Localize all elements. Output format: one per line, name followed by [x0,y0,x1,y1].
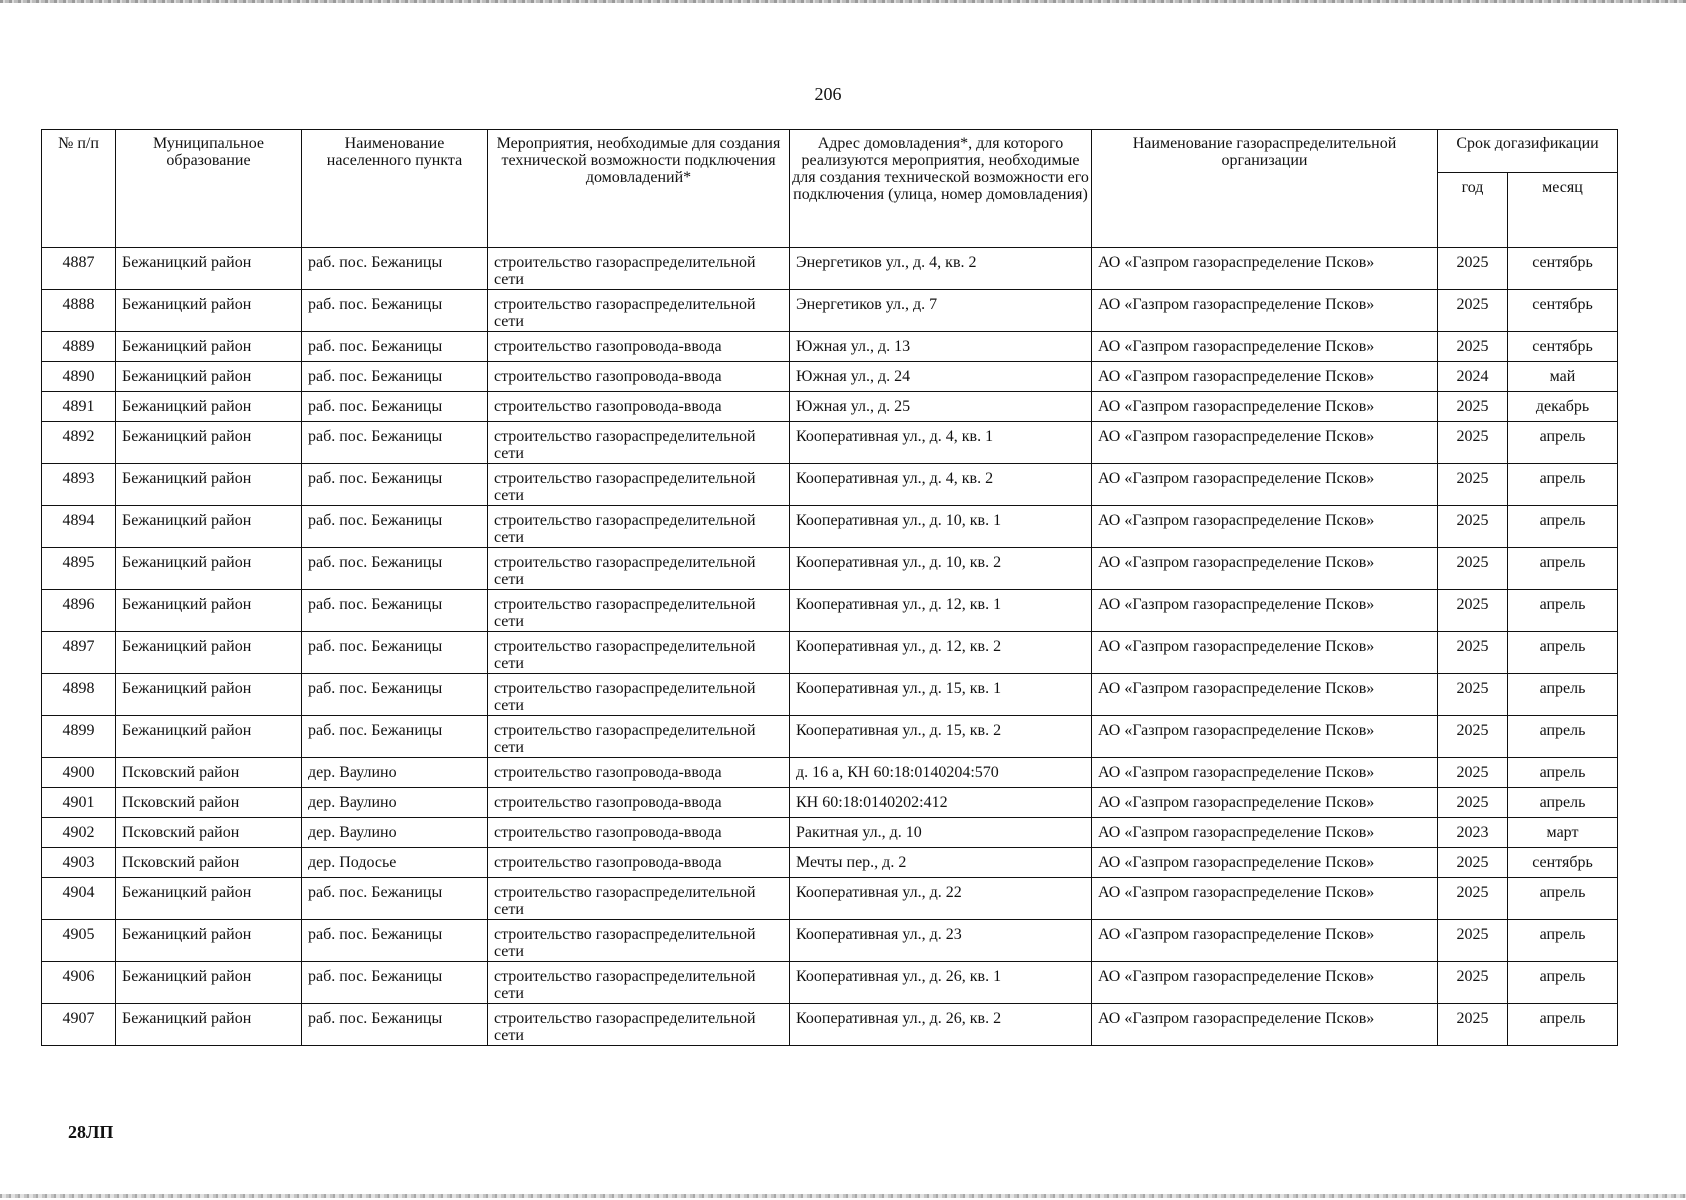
cell-organization: АО «Газпром газораспределение Псков» [1092,362,1438,392]
cell-num: 4898 [42,674,116,716]
cell-month: май [1508,362,1618,392]
cell-num: 4902 [42,818,116,848]
cell-organization: АО «Газпром газораспределение Псков» [1092,422,1438,464]
cell-address: Ракитная ул., д. 10 [790,818,1092,848]
cell-num: 4897 [42,632,116,674]
cell-address: Южная ул., д. 24 [790,362,1092,392]
table-row [42,590,1618,632]
cell-address: Мечты пер., д. 2 [790,848,1092,878]
cell-month: апрель [1508,716,1618,758]
cell-organization: АО «Газпром газораспределение Псков» [1092,290,1438,332]
cell-municipality: Бежаницкий район [116,878,302,920]
cell-measure: строительство газопровода-ввода [488,818,790,848]
cell-year: 2025 [1438,788,1508,818]
cell-municipality: Бежаницкий район [116,716,302,758]
cell-settlement: раб. пос. Бежаницы [302,332,488,362]
scan-edge-top [0,0,1686,3]
cell-organization: АО «Газпром газораспределение Псков» [1092,788,1438,818]
cell-organization: АО «Газпром газораспределение Псков» [1092,716,1438,758]
table-row [42,290,1618,332]
cell-year: 2025 [1438,248,1508,290]
cell-measure: строительство газораспределительной сети [488,506,790,548]
cell-settlement: раб. пос. Бежаницы [302,506,488,548]
cell-year: 2025 [1438,632,1508,674]
cell-settlement: дер. Подосье [302,848,488,878]
cell-municipality: Бежаницкий район [116,332,302,362]
cell-num: 4899 [42,716,116,758]
table-row [42,632,1618,674]
cell-settlement: раб. пос. Бежаницы [302,290,488,332]
cell-measure: строительство газораспределительной сети [488,422,790,464]
cell-address: Кооперативная ул., д. 10, кв. 1 [790,506,1092,548]
cell-municipality: Бежаницкий район [116,632,302,674]
cell-address: Кооперативная ул., д. 4, кв. 1 [790,422,1092,464]
cell-organization: АО «Газпром газораспределение Псков» [1092,548,1438,590]
cell-num: 4900 [42,758,116,788]
cell-organization: АО «Газпром газораспределение Псков» [1092,878,1438,920]
cell-settlement: раб. пос. Бежаницы [302,422,488,464]
cell-organization: АО «Газпром газораспределение Псков» [1092,632,1438,674]
cell-month: сентябрь [1508,248,1618,290]
cell-organization: АО «Газпром газораспределение Псков» [1092,506,1438,548]
cell-organization: АО «Газпром газораспределение Псков» [1092,848,1438,878]
cell-municipality: Бежаницкий район [116,248,302,290]
cell-month: апрель [1508,1004,1618,1046]
cell-settlement: раб. пос. Бежаницы [302,632,488,674]
cell-municipality: Псковский район [116,758,302,788]
table-row [42,362,1618,392]
cell-month: апрель [1508,920,1618,962]
cell-measure: строительство газораспределительной сети [488,590,790,632]
header-year: год [1438,173,1508,248]
cell-month: сентябрь [1508,290,1618,332]
cell-municipality: Псковский район [116,788,302,818]
cell-address: Южная ул., д. 25 [790,392,1092,422]
cell-year: 2025 [1438,920,1508,962]
cell-settlement: дер. Ваулино [302,788,488,818]
cell-month: апрель [1508,422,1618,464]
cell-organization: АО «Газпром газораспределение Псков» [1092,920,1438,962]
table-row [42,464,1618,506]
cell-measure: строительство газораспределительной сети [488,632,790,674]
cell-municipality: Псковский район [116,848,302,878]
cell-month: апрель [1508,758,1618,788]
cell-settlement: раб. пос. Бежаницы [302,920,488,962]
cell-measure: строительство газораспределительной сети [488,464,790,506]
cell-organization: АО «Газпром газораспределение Псков» [1092,674,1438,716]
cell-address: Кооперативная ул., д. 10, кв. 2 [790,548,1092,590]
cell-measure: строительство газораспределительной сети [488,548,790,590]
cell-organization: АО «Газпром газораспределение Псков» [1092,332,1438,362]
cell-settlement: раб. пос. Бежаницы [302,674,488,716]
cell-settlement: раб. пос. Бежаницы [302,548,488,590]
cell-municipality: Бежаницкий район [116,1004,302,1046]
cell-month: апрель [1508,548,1618,590]
cell-organization: АО «Газпром газораспределение Псков» [1092,392,1438,422]
cell-municipality: Бежаницкий район [116,290,302,332]
cell-num: 4888 [42,290,116,332]
cell-year: 2025 [1438,1004,1508,1046]
cell-organization: АО «Газпром газораспределение Псков» [1092,962,1438,1004]
cell-measure: строительство газопровода-ввода [488,362,790,392]
cell-organization: АО «Газпром газораспределение Псков» [1092,464,1438,506]
header-measures: Мероприятия, необходимые для создания технической возможности подключения домовладений* [488,130,790,248]
cell-num: 4906 [42,962,116,1004]
cell-settlement: раб. пос. Бежаницы [302,878,488,920]
cell-month: март [1508,818,1618,848]
cell-year: 2025 [1438,290,1508,332]
cell-measure: строительство газораспределительной сети [488,248,790,290]
cell-month: сентябрь [1508,332,1618,362]
header-organization: Наименование газораспределительной организации [1092,130,1438,248]
cell-year: 2025 [1438,674,1508,716]
cell-settlement: раб. пос. Бежаницы [302,248,488,290]
table-row [42,758,1618,788]
table-row [42,392,1618,422]
gasification-table [41,129,1618,1046]
cell-year: 2025 [1438,422,1508,464]
cell-year: 2025 [1438,716,1508,758]
cell-num: 4905 [42,920,116,962]
table-row [42,332,1618,362]
cell-address: Энергетиков ул., д. 4, кв. 2 [790,248,1092,290]
cell-municipality: Бежаницкий район [116,464,302,506]
cell-municipality: Бежаницкий район [116,920,302,962]
cell-month: апрель [1508,506,1618,548]
cell-month: апрель [1508,674,1618,716]
cell-year: 2025 [1438,590,1508,632]
cell-municipality: Бежаницкий район [116,962,302,1004]
table-row [42,848,1618,878]
cell-municipality: Псковский район [116,818,302,848]
cell-num: 4893 [42,464,116,506]
cell-address: КН 60:18:0140202:412 [790,788,1092,818]
table-row [42,422,1618,464]
cell-measure: строительство газораспределительной сети [488,1004,790,1046]
cell-year: 2025 [1438,332,1508,362]
cell-organization: АО «Газпром газораспределение Псков» [1092,590,1438,632]
cell-num: 4896 [42,590,116,632]
cell-measure: строительство газопровода-ввода [488,392,790,422]
cell-measure: строительство газораспределительной сети [488,674,790,716]
cell-settlement: раб. пос. Бежаницы [302,392,488,422]
footer-code: 28ЛП [68,1122,114,1142]
cell-settlement: раб. пос. Бежаницы [302,716,488,758]
cell-organization: АО «Газпром газораспределение Псков» [1092,758,1438,788]
table-row [42,962,1618,1004]
cell-measure: строительство газораспределительной сети [488,878,790,920]
cell-year: 2025 [1438,962,1508,1004]
cell-num: 4903 [42,848,116,878]
table-row [42,788,1618,818]
cell-settlement: раб. пос. Бежаницы [302,464,488,506]
cell-address: Кооперативная ул., д. 22 [790,878,1092,920]
table-row [42,716,1618,758]
cell-measure: строительство газопровода-ввода [488,848,790,878]
cell-num: 4891 [42,392,116,422]
cell-municipality: Бежаницкий район [116,392,302,422]
table-row [42,248,1618,290]
cell-year: 2025 [1438,392,1508,422]
cell-year: 2025 [1438,848,1508,878]
cell-year: 2024 [1438,362,1508,392]
header-municipality: Муниципальное образование [116,130,302,248]
page-number: 206 [814,84,842,104]
header-num: № п/п [42,130,116,248]
cell-month: сентябрь [1508,848,1618,878]
cell-municipality: Бежаницкий район [116,362,302,392]
table-row [42,1004,1618,1046]
scan-edge-bottom [0,1194,1686,1198]
cell-municipality: Бежаницкий район [116,674,302,716]
cell-num: 4887 [42,248,116,290]
table-body [42,248,1618,1046]
cell-num: 4904 [42,878,116,920]
table-row [42,920,1618,962]
cell-address: Кооперативная ул., д. 26, кв. 1 [790,962,1092,1004]
cell-measure: строительство газораспределительной сети [488,920,790,962]
header-deadline: Срок догазификации [1438,130,1618,173]
cell-num: 4892 [42,422,116,464]
cell-settlement: раб. пос. Бежаницы [302,590,488,632]
cell-municipality: Бежаницкий район [116,590,302,632]
header-month: месяц [1508,173,1618,248]
cell-num: 4894 [42,506,116,548]
table-row [42,506,1618,548]
cell-settlement: раб. пос. Бежаницы [302,962,488,1004]
cell-address: Кооперативная ул., д. 23 [790,920,1092,962]
cell-year: 2025 [1438,878,1508,920]
cell-address: Энергетиков ул., д. 7 [790,290,1092,332]
cell-num: 4907 [42,1004,116,1046]
cell-municipality: Бежаницкий район [116,548,302,590]
cell-month: апрель [1508,962,1618,1004]
cell-month: апрель [1508,632,1618,674]
cell-settlement: дер. Ваулино [302,818,488,848]
cell-measure: строительство газопровода-ввода [488,758,790,788]
cell-measure: строительство газораспределительной сети [488,716,790,758]
table-row [42,878,1618,920]
cell-month: апрель [1508,788,1618,818]
cell-organization: АО «Газпром газораспределение Псков» [1092,248,1438,290]
cell-address: Кооперативная ул., д. 4, кв. 2 [790,464,1092,506]
cell-month: апрель [1508,590,1618,632]
cell-num: 4889 [42,332,116,362]
cell-num: 4895 [42,548,116,590]
header-address: Адрес домовладения*, для которого реализуются мероприятия, необходимые для создания технической возможности его подключения (улица, номер домовладения) [790,130,1092,248]
header-settlement: Наименование населенного пункта [302,130,488,248]
cell-municipality: Бежаницкий район [116,506,302,548]
cell-measure: строительство газораспределительной сети [488,962,790,1004]
table-row [42,548,1618,590]
cell-year: 2025 [1438,758,1508,788]
cell-month: декабрь [1508,392,1618,422]
cell-settlement: дер. Ваулино [302,758,488,788]
cell-settlement: раб. пос. Бежаницы [302,1004,488,1046]
cell-organization: АО «Газпром газораспределение Псков» [1092,1004,1438,1046]
cell-measure: строительство газопровода-ввода [488,332,790,362]
cell-address: Кооперативная ул., д. 15, кв. 2 [790,716,1092,758]
cell-num: 4901 [42,788,116,818]
cell-month: апрель [1508,464,1618,506]
table-row [42,674,1618,716]
cell-address: Кооперативная ул., д. 12, кв. 2 [790,632,1092,674]
cell-address: Южная ул., д. 13 [790,332,1092,362]
cell-municipality: Бежаницкий район [116,422,302,464]
cell-month: апрель [1508,878,1618,920]
cell-year: 2023 [1438,818,1508,848]
cell-num: 4890 [42,362,116,392]
cell-address: д. 16 а, КН 60:18:0140204:570 [790,758,1092,788]
cell-address: Кооперативная ул., д. 12, кв. 1 [790,590,1092,632]
cell-organization: АО «Газпром газораспределение Псков» [1092,818,1438,848]
cell-year: 2025 [1438,548,1508,590]
cell-address: Кооперативная ул., д. 26, кв. 2 [790,1004,1092,1046]
cell-year: 2025 [1438,506,1508,548]
cell-year: 2025 [1438,464,1508,506]
table-row [42,818,1618,848]
cell-measure: строительство газопровода-ввода [488,788,790,818]
cell-settlement: раб. пос. Бежаницы [302,362,488,392]
cell-address: Кооперативная ул., д. 15, кв. 1 [790,674,1092,716]
cell-measure: строительство газораспределительной сети [488,290,790,332]
